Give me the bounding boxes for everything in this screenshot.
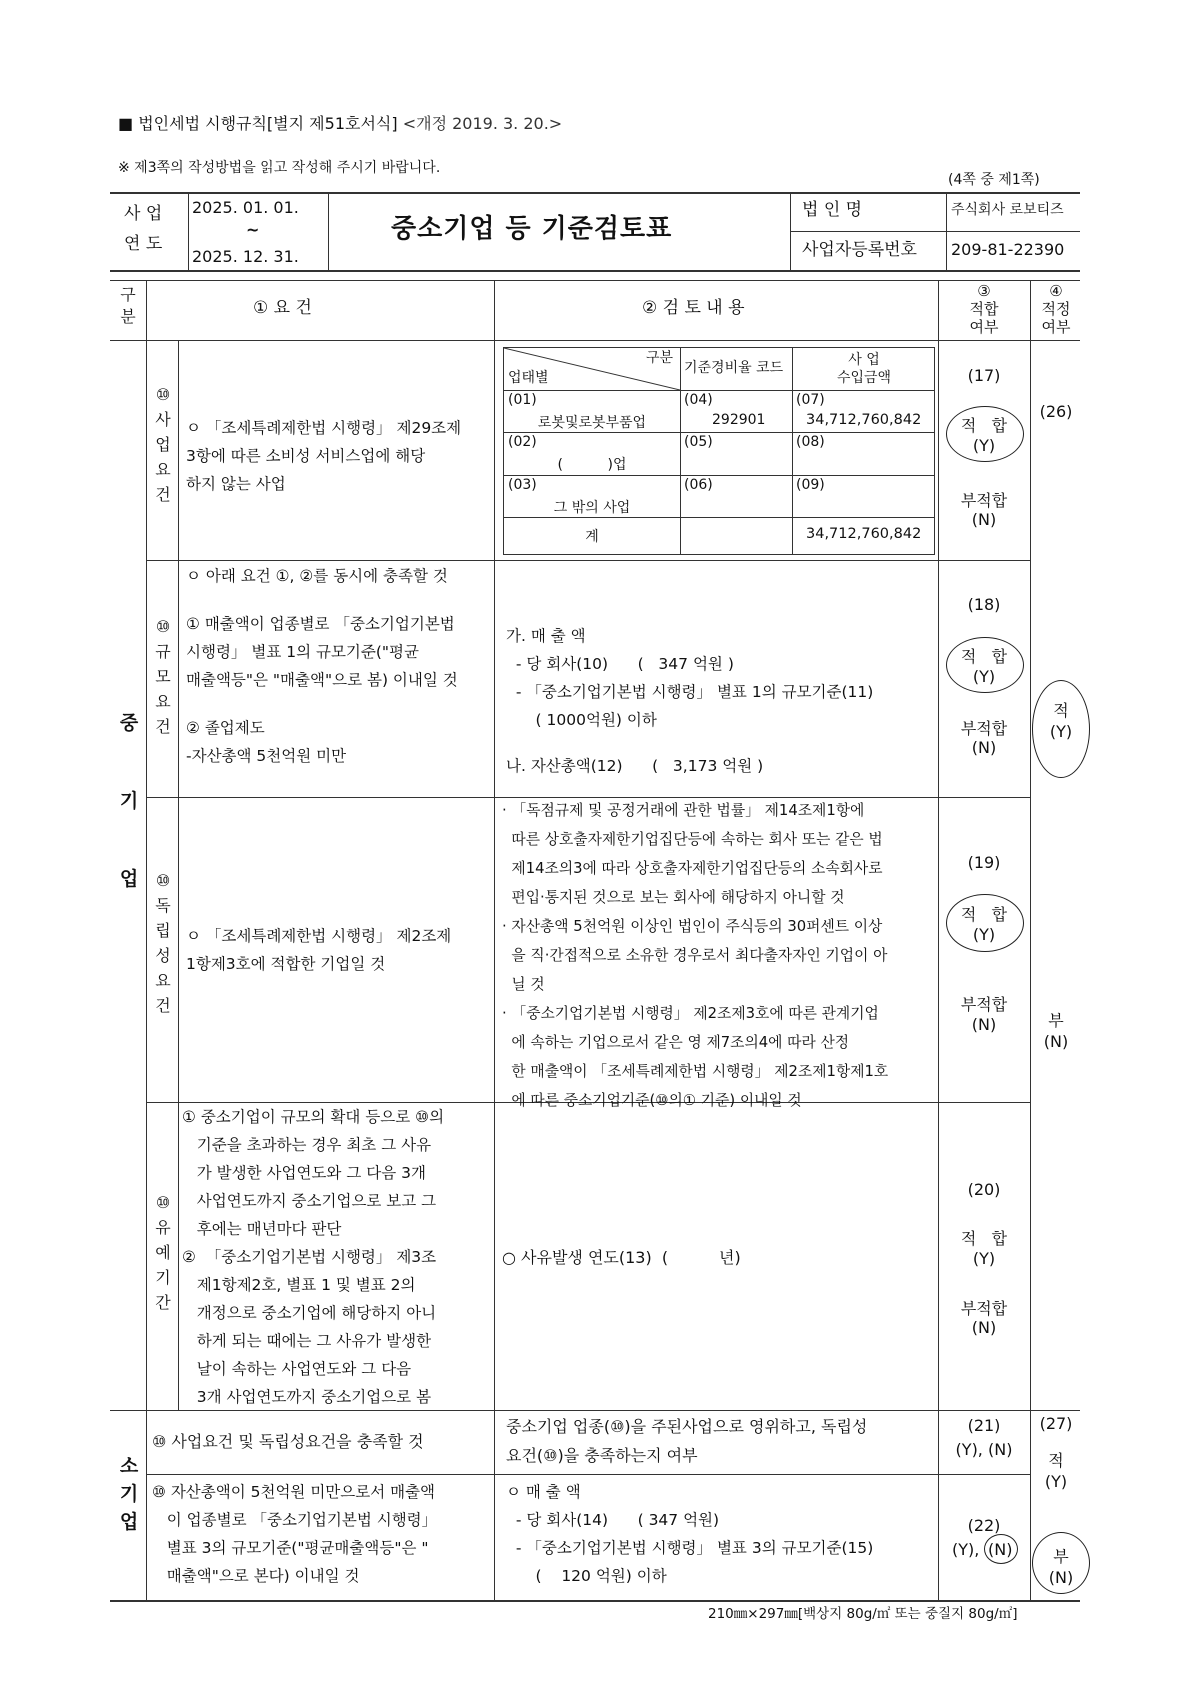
paper-spec-footer: 210㎜×297㎜[백상지 80g/㎡ 또는 중질지 80g/㎡] [708,1606,1018,1622]
row102-review: 가. 매 출 액 - 당 회사(10) ( 347 억원 ) - 「중소기업기본법 시행령」 별표 1의 규모기준(11) ( 1000억원) 이하 나. 자산총액(12) ( 3,173 억원 ) [506,627,874,775]
row102-proper-y: (Y) [1049,722,1073,741]
page-indicator: (4쪽 중 제1쪽) [948,172,1040,188]
row106-fit-n: (N) [988,1540,1013,1559]
row106-requirement: ⑩ 자산총액이 5천억원 미만으로서 매출액 이 업종별로 「중소기업기본법 시행령」 별표 3의 규모기준("평균매출액등"은 " 매출액"으로 본다) 이내일 것 [152,1483,438,1585]
cell-no: (02) [508,434,537,450]
cell-no: (01) [508,392,537,408]
row103-proper-n: (N) [1043,1032,1069,1051]
row103-review: · 「독점규제 및 공정거래에 관한 법률」 제14조제1항에 따른 상호출자제한기업집단등에 속하는 회사 또는 같은 법 제14조의3에 따라 상호출자제한기업집단등의 소속회사로 편입·통지된 것으로 보는 회사에 해당하지 아니할 것 · 자산총액 5천억원 이상인 법인이 주식등의 30퍼센트 이상 을 직·간접적으로 소유한 경우로서 최다출자자인 기업이 아 닐 것 · 「중소기업기본법 시행령」 제2조제3호에 따른 관계기업 에 속하는 기업으로서 같은 영 제7조의4에 따라 산정 한 매출액이 「조세특례제한법 시행령」 제2조제1항제1호 에 따른 중소기업기준(⑩의① 기준) 이내일 것 [502,802,889,1109]
section-label-sme: 중 기 업 [119,712,139,890]
row101-requirement: ㅇ 「조세특례제한법 시행령」 제29조제 3항에 따른 소비성 서비스업에 해당 하지 않는 사업 [186,419,462,493]
period-start: 2025. 01. 01. [192,198,299,217]
row104-fit-yes: 적 합 [960,1229,1008,1248]
form-reference: ■ 법인세법 시행규칙[별지 제51호서식] <개정 2019. 3. 20.> [118,114,563,133]
row102-fit-n: (N) [971,738,997,757]
row101-fit-n: (N) [971,510,997,529]
instruction-note: ※ 제3쪽의 작성방법을 읽고 작성해 주시기 바랍니다. [118,160,441,176]
cell-industry: ( )업 [557,457,627,473]
cell-code-no: (06) [684,477,713,493]
revision-date: <개정 2019. 3. 20.> [402,114,563,133]
revenue-table [503,347,935,555]
cell-amt-no: (09) [796,477,825,493]
row102-requirement: ㅇ 아래 요건 ①, ②를 동시에 충족할 것 ① 매출액이 업종별로 「중소기업기본법 시행령」 별표 1의 규모기준("평균 매출액등"은 "매출액"으로 봄) 이내일 것 ② 졸업제도 -자산총액 5천억원 미만 [186,567,458,765]
col-header-review: ② 검 토 내 용 [642,298,745,318]
row103-proper-no-label: 부 [1048,1011,1064,1030]
col-header-requirement: ① 요 건 [253,298,312,318]
row104-fit-no: (20) [967,1180,1001,1199]
cell-amt-no: (08) [796,434,825,450]
row102-fit-no: (18) [967,595,1001,614]
row105-review: 중소기업 업종(⑩)을 주된사업으로 영위하고, 독립성 요건(⑩)을 충족하는지 여부 [506,1417,868,1465]
cell-industry: 그 밖의 사업 [553,500,631,516]
biz-no: 209-81-22390 [951,240,1065,259]
section-label-small: 소 기 업 [119,1455,139,1533]
row101-fit-no: (17) [967,366,1001,385]
row103-fit-yes: 적 합 [960,905,1008,924]
row106-proper-yes: 적 [1048,1451,1064,1470]
row102-fit-y: (Y) [972,667,996,686]
biz-no-label: 사업자등록번호 [802,240,917,260]
cell-industry: 로봇및로봇부품업 [537,415,647,431]
row104-requirement: ① 중소기업이 규모의 확대 등으로 ⑩의 기준을 초과하는 경우 최초 그 사유 가 발생한 사업연도와 그 다음 3개 사업연도까지 중소기업으로 보고 그 후에는 매년마다 판단 ② 「중소기업기본법 시행령」 제3조 제1항제2호, 별표 1 및 별표 2의 개정으로 중소기업에 해당하지 아니 하게 되는 때에는 그 사유가 발생한 날이 속하는 사업연도와 그 다음 3개 사업연도까지 중소기업으로 봄 [182,1108,445,1406]
period-end: 2025. 12. 31. [192,247,299,266]
row102-fit-no-label: 부적합 [960,719,1008,738]
row104-fit-no-label: 부적합 [960,1299,1008,1318]
row102-proper-yes: 적 [1053,701,1069,720]
diag-top-label: 구분 [646,350,674,366]
row106-fit-y: (Y), [952,1540,980,1559]
row102-fit-yes: 적 합 [960,647,1008,666]
diag-bottom-label: 업태별 [508,370,549,386]
cell-code-no: (05) [684,434,713,450]
row103-label: ⑩ 독 립 성 요 건 [155,871,171,1015]
document-title: 중소기업 등 기준검토표 [391,214,673,244]
cell-code: 292901 [712,412,766,428]
col-amount-header: 사 업 수입금액 [836,352,892,386]
total-amount: 34,712,760,842 [806,526,922,542]
row106-review: ㅇ 매 출 액 - 당 회사(14) ( 347 억원) - 「중소기업기본법 시행령」 별표 3의 규모기준(15) ( 120 억원) 이하 [506,1483,874,1585]
row101-proper-no: (26) [1039,402,1073,421]
row103-fit-n: (N) [971,1015,997,1034]
cell-no: (03) [508,477,537,493]
cell-amt-no: (07) [796,392,825,408]
total-label: 계 [585,529,599,545]
row101-fit-no-label: 부적합 [960,491,1008,510]
cell-amount: 34,712,760,842 [806,412,922,428]
row105-fit-yn: (Y), (N) [955,1440,1013,1459]
row101-fit-yes: 적 합 [960,416,1008,435]
corp-name: 주식회사 로보티즈 [951,202,1064,218]
col-header-proper: ④ 적정 여부 [1041,282,1071,336]
row104-fit-y: (Y) [972,1249,996,1268]
row105-fit-no: (21) [967,1416,1001,1435]
col-header-gubun: 구 분 [120,285,136,326]
row103-fit-y: (Y) [972,925,996,944]
row103-requirement: ㅇ 「조세특례제한법 시행령」 제2조제 1항제3호에 적합한 기업일 것 [186,927,452,973]
row103-fit-no: (19) [967,853,1001,872]
business-year-label-1: 사 업 [124,204,163,224]
business-year-label-2: 연 도 [124,234,163,254]
col-header-fit: ③ 적합 여부 [969,282,999,336]
row104-fit-n: (N) [971,1318,997,1337]
row101-label: ⑩ 사 업 요 건 [155,385,171,504]
row105-requirement: ⑩ 사업요건 및 독립성요건을 충족할 것 [152,1432,424,1451]
row104-review: ○ 사유발생 연도(13) ( 년) [502,1248,741,1267]
row106-proper-y: (Y) [1044,1472,1068,1491]
row106-proper-no-label: 부 [1053,1547,1069,1566]
cell-code-no: (04) [684,392,713,408]
row106-fit-no: (22) [967,1516,1001,1535]
row106-proper-n: (N) [1048,1568,1074,1587]
period-tilde: ~ [246,220,260,239]
row101-fit-y: (Y) [972,436,996,455]
col-code-header: 기준경비율 코드 [684,360,784,376]
row102-label: ⑩ 규 모 요 건 [155,617,171,736]
row103-fit-no-label: 부적합 [960,995,1008,1014]
corp-name-label: 법 인 명 [802,200,863,220]
row105-proper-no: (27) [1039,1414,1073,1433]
row104-label: ⑩ 유 예 기 간 [155,1193,171,1312]
